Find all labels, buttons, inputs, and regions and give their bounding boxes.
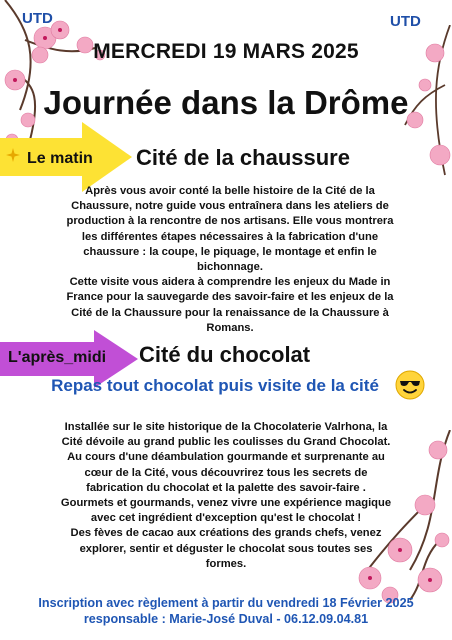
afternoon-subtitle: Repas tout chocolat puis visite de la cité — [51, 376, 379, 395]
utd-logo-right: UTD — [390, 13, 421, 30]
afternoon-description — [35, 420, 417, 572]
morning-text-line: production à la rencontre de nos artisans. Elle vous montrera — [66, 215, 394, 228]
utd-logo-left: UTD — [22, 10, 53, 27]
afternoon-tag: L'après_midi — [8, 349, 107, 366]
morning-section-title: Cité de la chaussure — [136, 145, 350, 170]
event-date: MERCREDI 19 MARS 2025 — [93, 40, 359, 63]
morning-description — [40, 184, 420, 336]
afternoon-text-line: cœur de la Cité, vous découvrirez tous les secrets de — [84, 466, 368, 479]
afternoon-text-line: formes. — [205, 557, 247, 570]
afternoon-text-line: Au cours d'une déambulation gourmande et surprenante au — [67, 451, 385, 464]
morning-text-line: France pour la sauvegarde des savoir-faire et les enjeux de la — [66, 291, 394, 304]
sparkle-icon — [6, 148, 20, 162]
afternoon-text-line: fabrication du chocolat et la palette des savoir-faire . — [86, 481, 366, 494]
morning-text-line: Cette visite vous aidera à comprendre les enjeux du Made in — [69, 276, 391, 289]
morning-text-line: les différentes étapes nécessaires à la fabrication d'une — [81, 230, 379, 243]
afternoon-text-line: Des fèves de cacao aux créations des grands chefs, venez — [70, 527, 382, 540]
page-title: Journée dans la Drôme — [43, 84, 409, 121]
afternoon-text-line: explorer, sentir et déguster le chocolat sous toutes ses — [79, 542, 373, 555]
registration-info: Inscription avec règlement à partir du vendredi 18 Février 2025 — [38, 596, 414, 610]
afternoon-text-line: avec cet ingrédient d'exception qu'est le chocolat ! — [90, 512, 362, 525]
morning-text-line: Romans. — [206, 321, 254, 334]
afternoon-text-line: Cité dévoile au grand public les coulisses du Grand Chocolat. — [61, 436, 391, 449]
morning-text-line: Après vous avoir conté la belle histoire de la Cité de la — [85, 185, 375, 197]
morning-text-line: Cité de la Chaussure pour la renaissance de la Chaussure à — [71, 306, 389, 319]
afternoon-text-line: Gourmets et gourmands, venez vivre une expérience magique — [60, 497, 392, 510]
morning-tag: Le matin — [27, 150, 93, 167]
morning-text-line: Chaussure, notre guide vous entraînera dans les ateliers de — [71, 200, 389, 213]
morning-text-line: bichonnage. — [197, 261, 263, 274]
contact-info: responsable : Marie-José Duval - 06.12.09.04.81 — [83, 612, 369, 626]
sunglasses-smiley-icon — [395, 370, 425, 400]
afternoon-section-title: Cité du chocolat — [139, 342, 311, 367]
morning-text-line: chaussure : la coupe, le piquage, le montage et enfin le — [83, 245, 377, 258]
afternoon-text-line: Installée sur le site historique de la Chocolaterie Valrhona, la — [64, 421, 388, 433]
